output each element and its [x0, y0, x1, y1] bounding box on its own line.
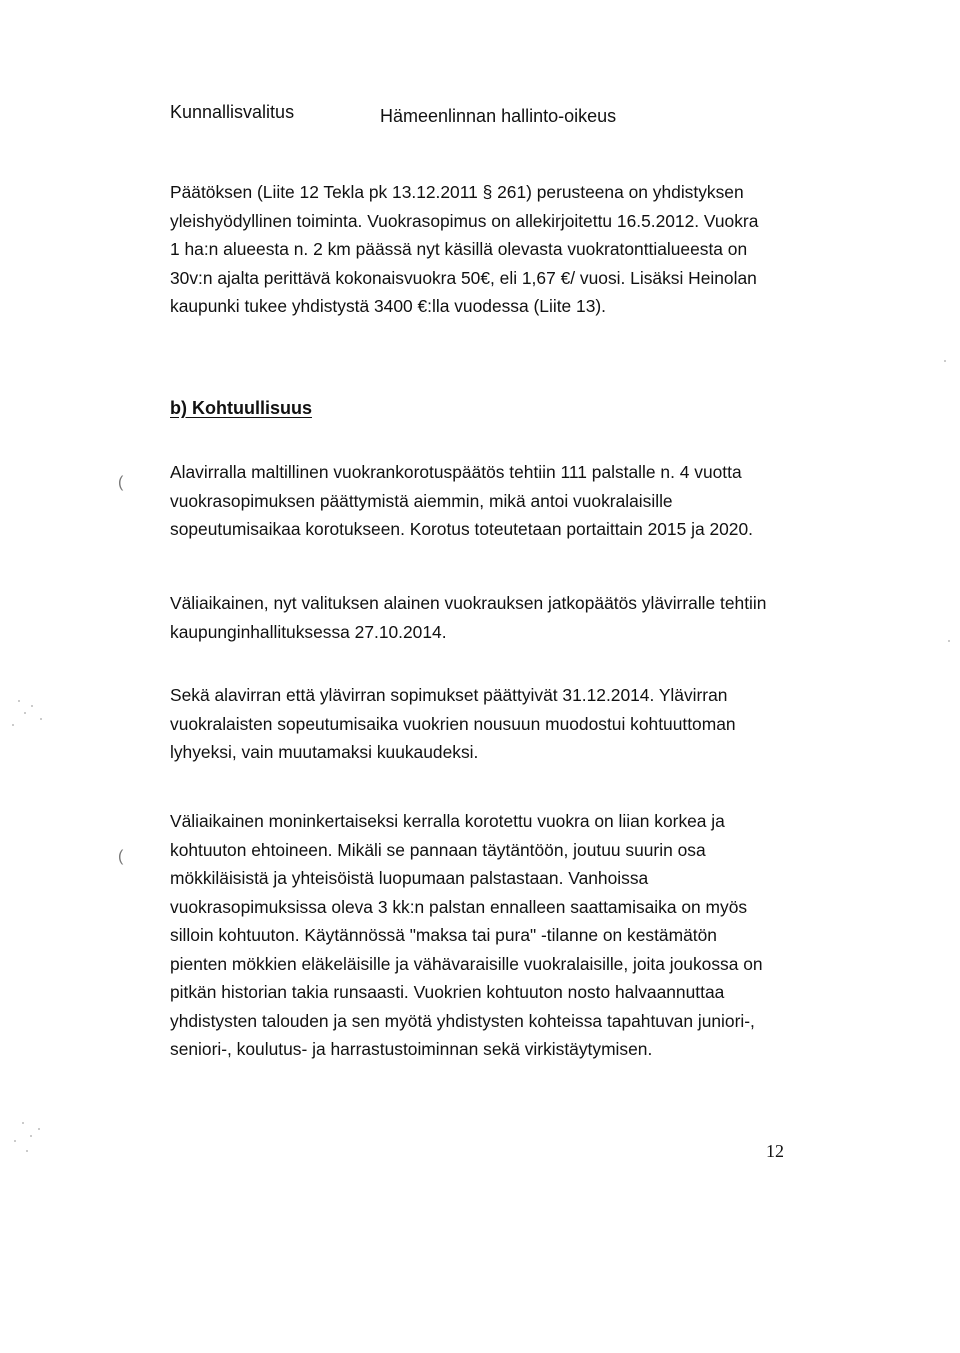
- text-line: pitkän historian takia runsaasti. Vuokrien kohtuuton nosto halvaannuttaa: [170, 982, 725, 1002]
- text-line: kaupunki tukee yhdistystä 3400 €:lla vuodessa (Liite 13).: [170, 296, 606, 316]
- section-heading: b) Kohtuullisuus: [170, 398, 312, 418]
- text-line: yleishyödyllinen toiminta. Vuokrasopimus on allekirjoitettu 16.5.2012. Vuokra: [170, 210, 759, 231]
- text-line: sopeutumisaikaa korotukseen. Korotus toteutetaan portaittain 2015 ja 2020.: [170, 519, 753, 539]
- text-line: Päätöksen (Liite 12 Tekla pk 13.12.2011 § 261) perusteena on yhdistyksen: [170, 182, 744, 202]
- text-line: Alavirralla maltillinen vuokrankorotuspäätös tehtiin 111 palstalle n. 4 vuotta: [170, 462, 742, 482]
- text-line: seniori-, koulutus- ja harrastustoiminnan sekä virkistäytymisen.: [170, 1039, 653, 1059]
- margin-mark: (: [118, 848, 124, 865]
- text-line: mökkiläisistä ja yhteisöistä luopumaan palstastaan. Vanhoissa: [170, 868, 649, 888]
- text-line: Sekä alavirran että ylävirran sopimukset päättyivät 31.12.2014. Ylävirran: [170, 685, 728, 705]
- margin-mark: (: [118, 474, 124, 491]
- text-line: 1 ha:n alueesta n. 2 km päässä nyt käsillä olevasta vuokratonttialueesta on: [170, 239, 748, 259]
- paragraph-unreasonable-rent: [170, 807, 810, 1064]
- text-line: lyhyeksi, vain muutamaksi kuukaudeksi.: [170, 742, 479, 762]
- text-line: Väliaikainen, nyt valituksen alainen vuokrauksen jatkopäätös ylävirralle tehtiin: [170, 593, 767, 613]
- text-line: yhdistysten talouden ja sen myötä yhdistysten kohteissa tapahtuvan juniori-,: [170, 1010, 755, 1031]
- text-line: pienten mökkien eläkeläisille ja vähävaraisille vuokralaisille, joita joukossa on: [170, 953, 763, 974]
- text-line: vuokralaisten sopeutumisaika vuokrien nousuun muodostui kohtuuttoman: [170, 713, 736, 734]
- text-line: kaupunginhallituksessa 27.10.2014.: [170, 621, 447, 642]
- text-line: Väliaikainen moninkertaiseksi kerralla korotettu vuokra on liian korkea ja: [170, 811, 725, 831]
- paragraph-alavirta: [170, 458, 810, 544]
- text-line: 30v:n ajalta perittävä kokonaisvuokra 50€, eli 1,67 €/ vuosi. Lisäksi Heinolan: [170, 267, 757, 288]
- text-line: vuokrasopimuksissa oleva 3 kk:n palstan ennalleen saattamisaika on myös: [170, 896, 748, 917]
- page-number: 12: [766, 1141, 784, 1161]
- text-line: silloin kohtuuton. Käytännössä "maksa tai pura" -tilanne on kestämätön: [170, 925, 717, 945]
- document-header: [170, 100, 617, 126]
- paragraph-temporary-decision: [170, 589, 810, 646]
- text-line: vuokrasopimuksen päättymistä aiemmin, mikä antoi vuokralaisille: [170, 490, 673, 511]
- paragraph-decision-basis: [170, 178, 810, 321]
- text-line: kohtuuton ehtoineen. Mikäli se pannaan täytäntöön, joutuu suurin osa: [170, 839, 706, 860]
- paragraph-contracts-ended: [170, 681, 810, 767]
- header-appeal-type: Kunnallisvalitus: [170, 102, 295, 122]
- header-court-name: Hämeenlinnan hallinto-oikeus: [380, 106, 617, 126]
